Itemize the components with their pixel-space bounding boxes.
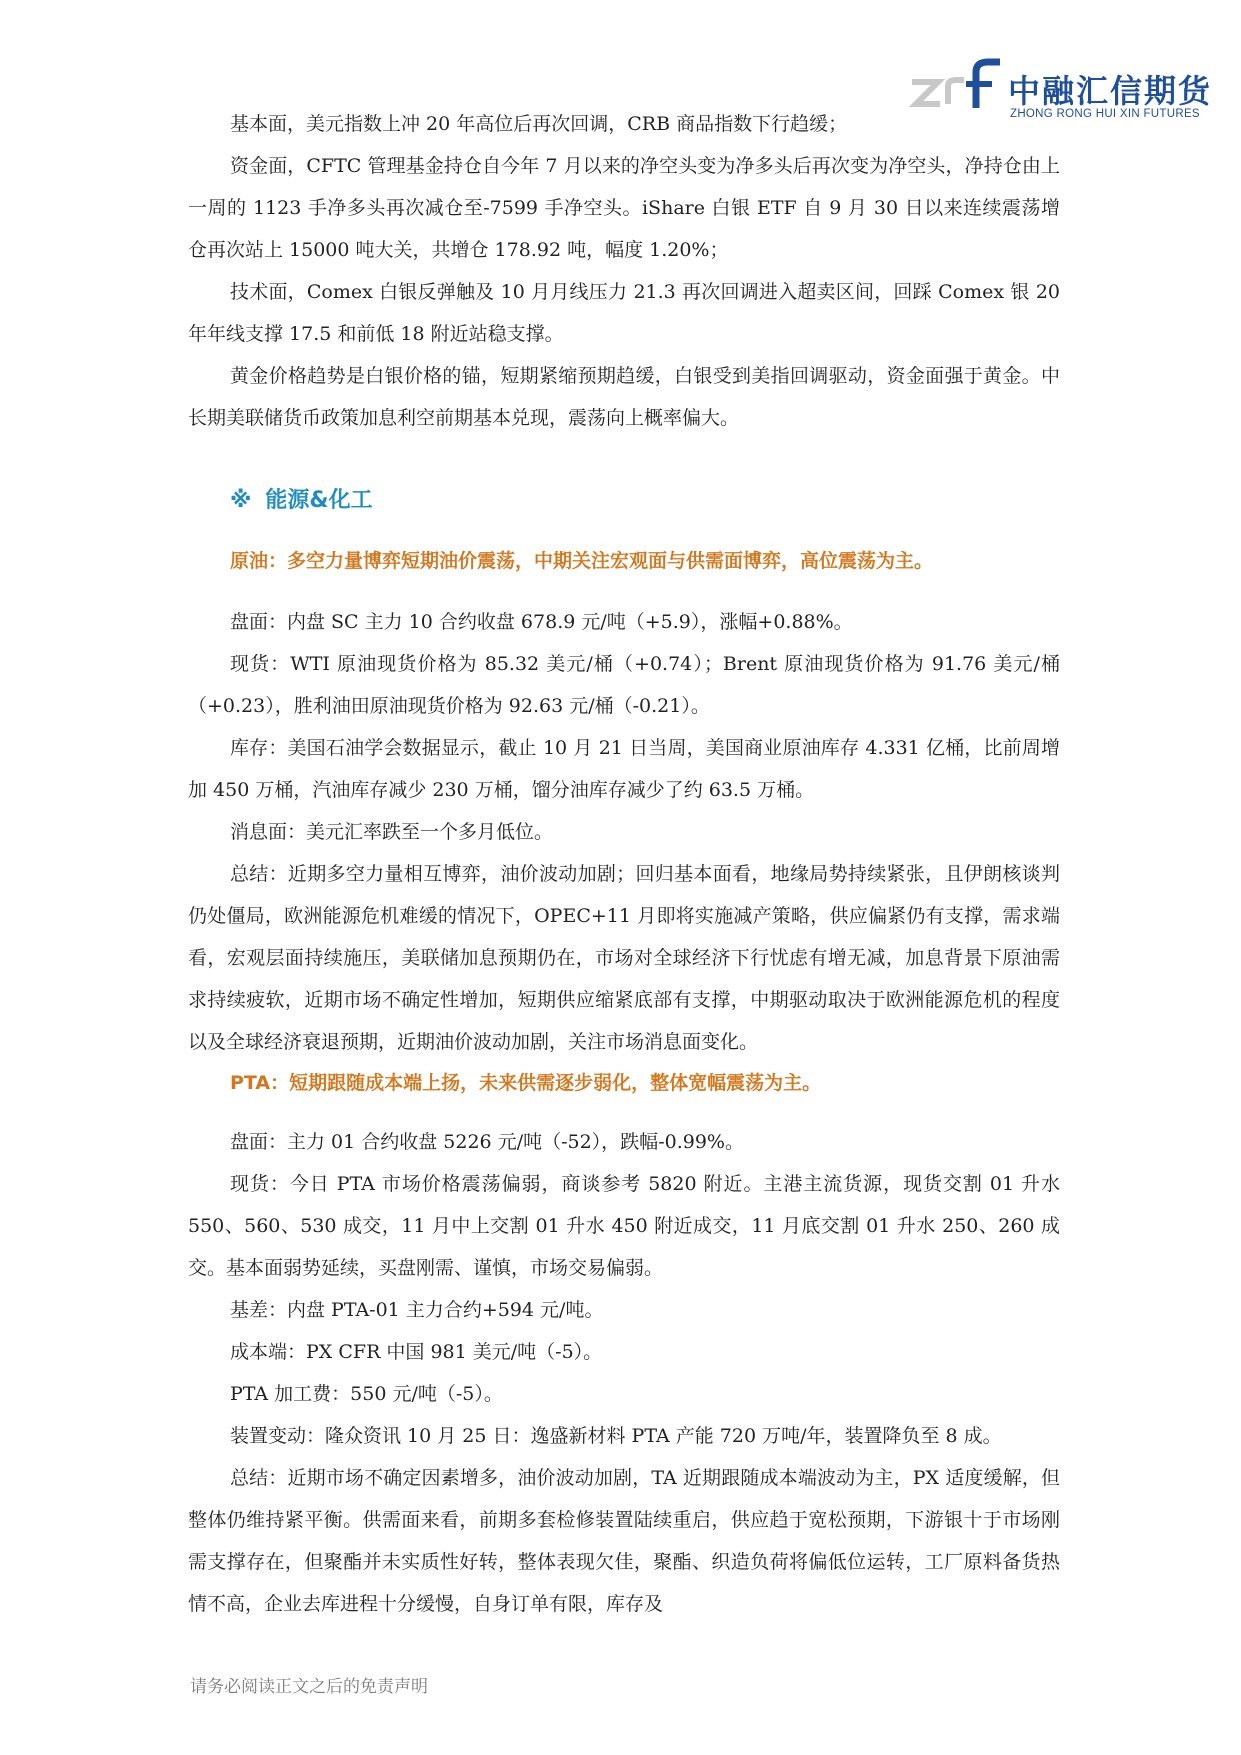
pta-market: 盘面：主力 01 合约收盘 5226 元/吨（-52），跌幅-0.99%。	[230, 1131, 744, 1153]
crude-market: 盘面：内盘 SC 主力 10 合约收盘 678.9 元/吨（+5.9），涨幅+0.88%。	[230, 611, 853, 633]
crude-oil-headline: 原油：多空力量博弈短期油价震荡，中期关注宏观面与供需面博弈，高位震荡为主。	[230, 550, 934, 572]
section-heading-energy-chemicals	[188, 481, 1060, 521]
crude-spot: 现货：WTI 原油现货价格为 85.32 美元/桶（+0.74）；Brent 原油现货价格为 91.76 美元/桶（+0.23），胜利油田原油现货价格为 92.63 元/桶（-0.21）。	[188, 653, 1060, 717]
pta-processing-fee: PTA 加工费：550 元/吨（-5）。	[230, 1383, 503, 1405]
document-body	[188, 103, 1060, 1625]
pta-plant-changes: 装置变动：隆众资讯 10 月 25 日：逸盛新材料 PTA 产能 720 万吨/年，装置降负至 8 成。	[230, 1425, 1002, 1447]
crude-summary: 总结：近期多空力量相互博弈，油价波动加剧；回归基本面看，地缘局势持续紧张，且伊朗核谈判仍处僵局，欧洲能源危机难缓的情况下，OPEC+11 月即将实施减产策略，供应偏紧仍有支撑，需求端看，宏观层面持续施压，美联储加息预期仍在，市场对全球经济下行忧虑有增无减，加息背景下原油需求持续疲软，近期市场不确定性增加，短期供应缩紧底部有支撑，中期驱动取决于欧洲能源危机的程度以及全球经济衰退预期，近期油价波动加剧，关注市场消息面变化。	[188, 863, 1060, 1053]
section-reference-mark-icon: ※	[230, 488, 252, 513]
silver-funds: 资金面，CFTC 管理基金持仓自今年 7 月以来的净空头变为净多头后再次变为净空头，净持仓由上一周的 1123 手净多头再次减仓至-7599 手净空头。iShare 白银 ETF 自 9 月 30 日以来连续震荡增仓再次站上 15000 吨大关，共增仓 178.92 吨，幅度 1.20%；	[188, 155, 1060, 261]
pta-headline: PTA：短期跟随成本端上扬，未来供需逐步弱化，整体宽幅震荡为主。	[230, 1072, 822, 1094]
pta-spot: 现货：今日 PTA 市场价格震荡偏弱，商谈参考 5820 附近。主港主流货源，现货交割 01 升水 550、560、530 成交，11 月中上交割 01 升水 450 附近成交，11 月底交割 01 升水 250、260 成交。基本面弱势延续，买盘刚需、谨慎，市场交易偏弱。	[188, 1173, 1060, 1279]
section-title: 能源&化工	[265, 488, 373, 513]
logo-english-name: ZHONG RONG HUI XIN FUTURES	[1010, 108, 1200, 120]
crude-inventory: 库存：美国石油学会数据显示，截止 10 月 21 日当周，美国商业原油库存 4.331 亿桶，比前周增加 450 万桶，汽油库存减少 230 万桶，馏分油库存减少了约 63.5 万桶。	[188, 737, 1060, 801]
disclaimer-footer: 请务必阅读正文之后的免责声明	[190, 1677, 428, 1697]
silver-summary: 黄金价格趋势是白银价格的锚，短期紧缩预期趋缓，白银受到美指回调驱动，资金面强于黄金。中长期美联储货币政策加息利空前期基本兑现，震荡向上概率偏大。	[188, 365, 1060, 429]
pta-cost: 成本端：PX CFR 中国 981 美元/吨（-5）。	[230, 1341, 603, 1363]
silver-fundamentals: 基本面，美元指数上冲 20 年高位后再次回调，CRB 商品指数下行趋缓；	[230, 113, 848, 135]
logo-chinese-name: 中融汇信期货	[1008, 72, 1213, 110]
pta-summary: 总结：近期市场不确定因素增多，油价波动加剧，TA 近期跟随成本端波动为主，PX 适度缓解，但整体仍维持紧平衡。供需面来看，前期多套检修装置陆续重启，供应趋于宽松预期，下游银十于市场刚需支撑存在，但聚酯并未实质性好转，整体表现欠佳，聚酯、织造负荷将偏低位运转，工厂原料备货热情不高，企业去库进程十分缓慢，自身订单有限，库存及	[188, 1467, 1060, 1615]
pta-basis: 基差：内盘 PTA-01 主力合约+594 元/吨。	[230, 1299, 604, 1321]
silver-technicals: 技术面，Comex 白银反弹触及 10 月月线压力 21.3 再次回调进入超卖区间，回踩 Comex 银 20 年年线支撑 17.5 和前低 18 附近站稳支撑。	[188, 281, 1060, 345]
crude-news: 消息面：美元汇率跌至一个多月低位。	[230, 821, 554, 843]
